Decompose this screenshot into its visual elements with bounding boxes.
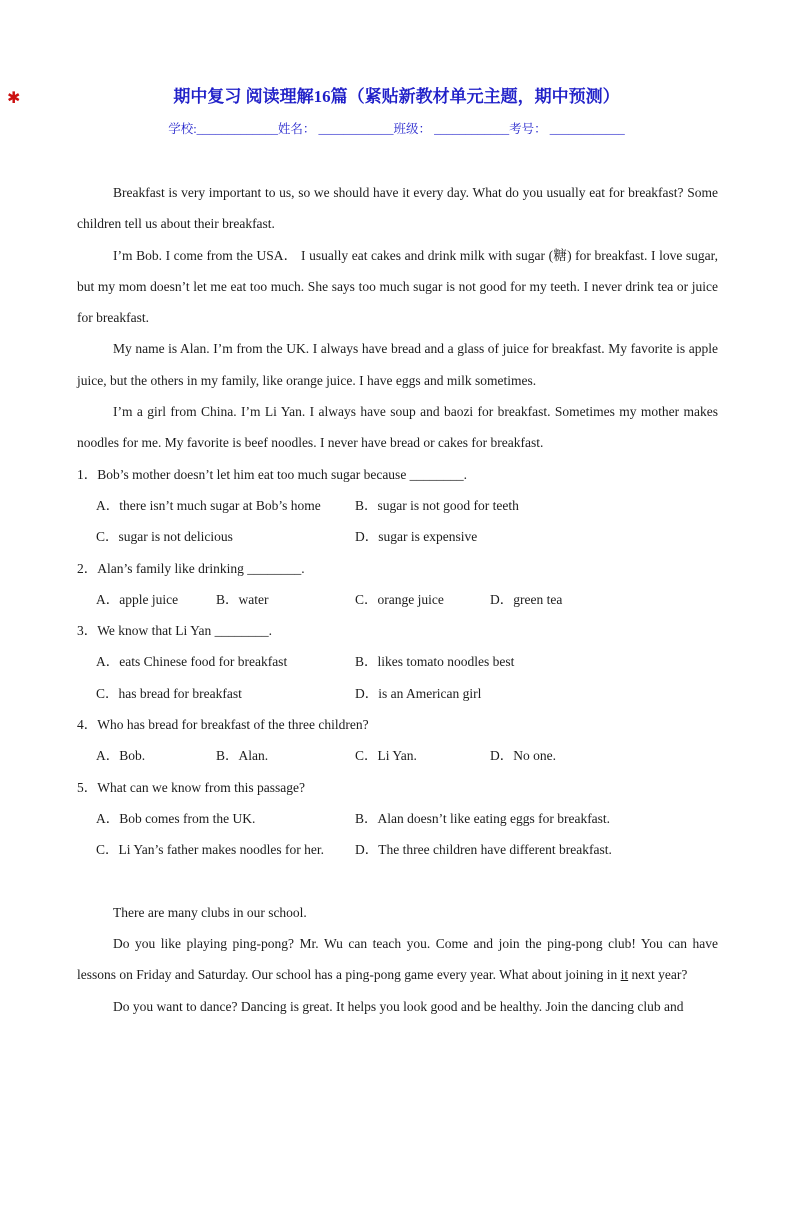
- question-1-option-c: C．sugar is not delicious: [96, 529, 233, 545]
- question-3-option-d: D．is an American girl: [355, 685, 482, 701]
- passage2-paragraph-1: There are many clubs in our school.: [113, 904, 307, 920]
- question-4-stem: 4．Who has bread for breakfast of the three children?: [77, 717, 369, 733]
- question-2-option-a: A．apple juice: [96, 591, 179, 607]
- underlined-word-it: it: [620, 967, 629, 983]
- question-4: [77, 709, 718, 772]
- question-2: [77, 553, 718, 616]
- question-3-option-c: C．has bread for breakfast: [96, 685, 242, 701]
- question-4-option-c: C．Li Yan.: [355, 748, 417, 764]
- passage1-paragraph-2: I’m Bob. I come from the USA． I usually eat cakes and drink milk with sugar (糖) for breakfast. I love sugar, but my mom doesn’t let me eat too much. She says too much sugar is not good for my teeth. I never drink tea or juice for breakfast.: [77, 247, 718, 326]
- question-1-option-a: A．there isn’t much sugar at Bob’s home: [96, 497, 321, 513]
- passage2-paragraph-2-text: Do you like playing ping-pong? Mr. Wu can teach you. Come and join the ping-pong club! You can have lessons on Friday and Saturday. Our school has a ping-pong game every year. What about joining in: [77, 936, 718, 983]
- passage1-paragraph-1: Breakfast is very important to us, so we should have it every day. What do you usually eat for breakfast? Some children tell us about their breakfast.: [77, 185, 718, 232]
- question-3: [77, 615, 718, 709]
- question-5-stem: 5．What can we know from this passage?: [77, 779, 305, 795]
- question-2-option-c: C．orange juice: [355, 591, 444, 607]
- question-5: [77, 772, 718, 866]
- passage1-paragraph-3: My name is Alan. I’m from the UK. I always have bread and a glass of juice for breakfast. My favorite is apple juice, but the others in my family, like orange juice. I have eggs and milk sometimes.: [77, 341, 718, 388]
- passage2-paragraph-2-text-end: next year?: [628, 967, 688, 983]
- question-4-option-b: B．Alan.: [216, 748, 269, 764]
- question-4-option-a: A．Bob.: [96, 748, 146, 764]
- question-2-stem: 2．Alan’s family like drinking ________.: [77, 560, 305, 576]
- question-5-option-c: C．Li Yan’s father makes noodles for her.: [96, 842, 324, 858]
- passage1-paragraph-4: I’m a girl from China. I’m Li Yan. I always have soup and baozi for breakfast. Sometimes my mother makes noodles for me. My favorite is beef noodles. I never have bread or cakes for breakfast.: [77, 404, 718, 451]
- question-3-option-a: A．eats Chinese food for breakfast: [96, 654, 288, 670]
- question-4-option-d: D．No one.: [490, 748, 556, 764]
- question-1-option-d: D．sugar is expensive: [355, 529, 478, 545]
- passage2-paragraph-2: [77, 928, 718, 991]
- passage2-paragraph-3: Do you want to dance? Dancing is great. It helps you look good and be healthy. Join the dancing club and: [113, 998, 684, 1014]
- question-5-option-b: B．Alan doesn’t like eating eggs for breakfast.: [355, 810, 611, 826]
- question-3-option-b: B．likes tomato noodles best: [355, 654, 515, 670]
- question-1: [77, 459, 718, 553]
- question-2-option-b: B．water: [216, 591, 269, 607]
- document-body: [77, 177, 718, 1022]
- question-5-option-a: A．Bob comes from the UK.: [96, 810, 256, 826]
- question-2-option-d: D．green tea: [490, 591, 563, 607]
- question-1-option-b: B．sugar is not good for teeth: [355, 497, 519, 513]
- page-title: 期中复习 阅读理解16篇（紧贴新教材单元主题，期中预测）: [173, 87, 620, 106]
- blank-line-spacer: [77, 866, 718, 897]
- question-1-stem: 1．Bob’s mother doesn’t let him eat too much sugar because ________.: [77, 466, 468, 482]
- corner-stamp-icon: ✱: [7, 88, 21, 107]
- student-info-blanks: 学校:_____________姓名： ____________班级： ____________考号： ____________: [168, 122, 625, 136]
- question-3-stem: 3．We know that Li Yan ________.: [77, 623, 273, 639]
- question-5-option-d: D．The three children have different breakfast.: [355, 842, 612, 858]
